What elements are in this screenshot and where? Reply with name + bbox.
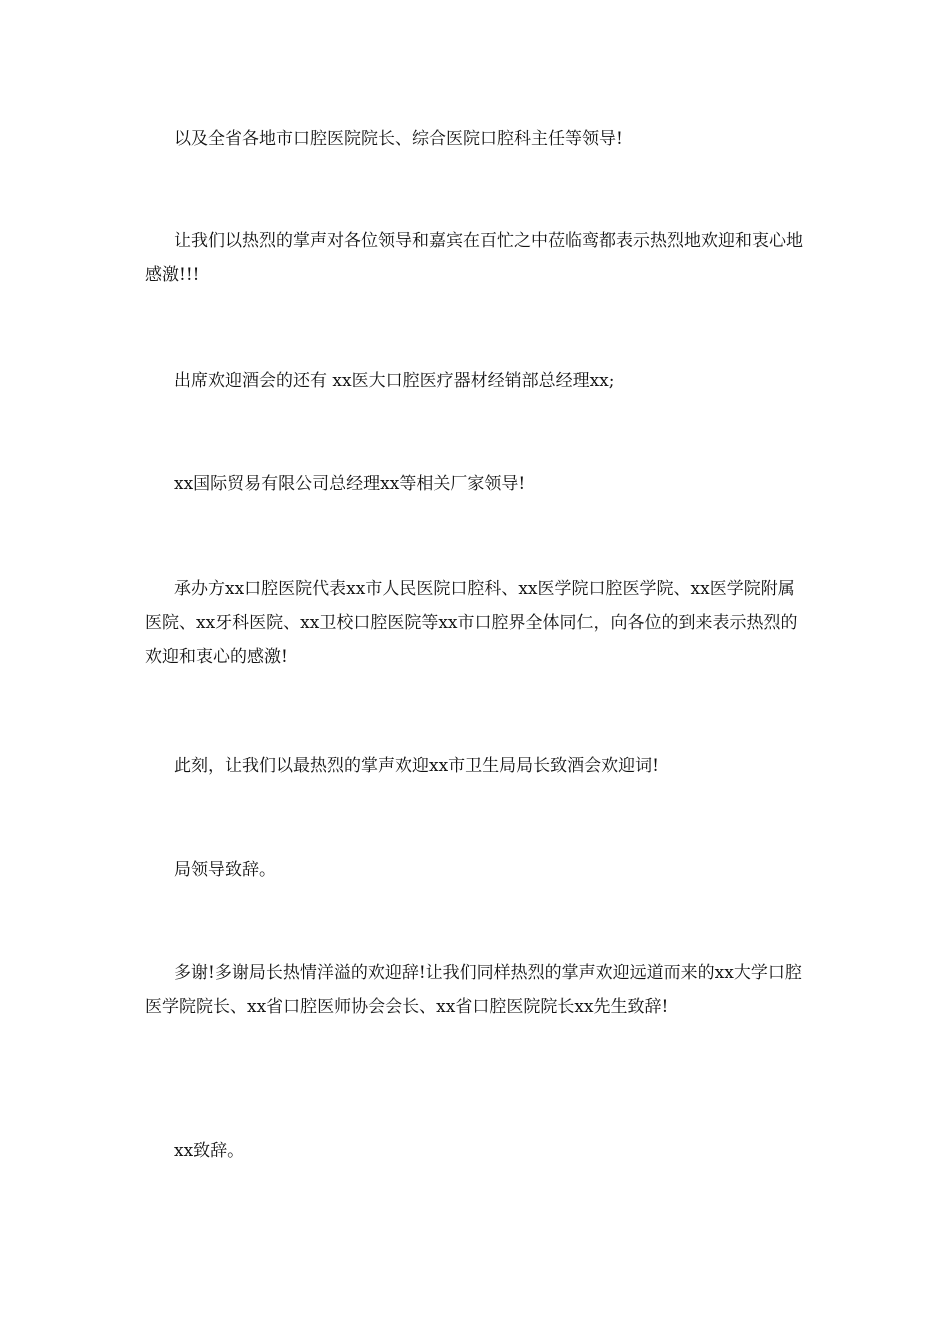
- paragraph-invited-leaders: 以及全省各地市口腔医院院长、综合医院口腔科主任等领导!: [174, 129, 623, 149]
- paragraph-attendees: 出席欢迎酒会的还有 xx医大口腔医疗器材经销部总经理xx;: [174, 371, 615, 391]
- paragraph-bureau-speech: 局领导致辞。: [174, 860, 276, 880]
- paragraph-xx-speech: xx致辞。: [174, 1141, 245, 1161]
- paragraph-trade-company: xx国际贸易有限公司总经理xx等相关厂家领导!: [174, 474, 526, 494]
- paragraph-organizers: 承办方xx口腔医院代表xx市人民医院口腔科、xx医学院口腔医学院、xx医学院附属医院、xx牙科医院、xx卫校口腔医院等xx市口腔界全体同仁，向各位的到来表示热烈的欢迎和衷心的感激!: [145, 579, 798, 667]
- paragraph-thanks-dean: 多谢!多谢局长热情洋溢的欢迎辞!让我们同样热烈的掌声欢迎远道而来的xx大学口腔医学院院长、xx省口腔医师协会会长、xx省口腔医院院长xx先生致辞!: [145, 963, 802, 1017]
- paragraph-bureau-chief-welcome: 此刻，让我们以最热烈的掌声欢迎xx市卫生局局长致酒会欢迎词!: [174, 756, 660, 776]
- paragraph-applause-welcome: 让我们以热烈的掌声对各位领导和嘉宾在百忙之中莅临鸾都表示热烈地欢迎和衷心地感激!!!: [145, 231, 803, 285]
